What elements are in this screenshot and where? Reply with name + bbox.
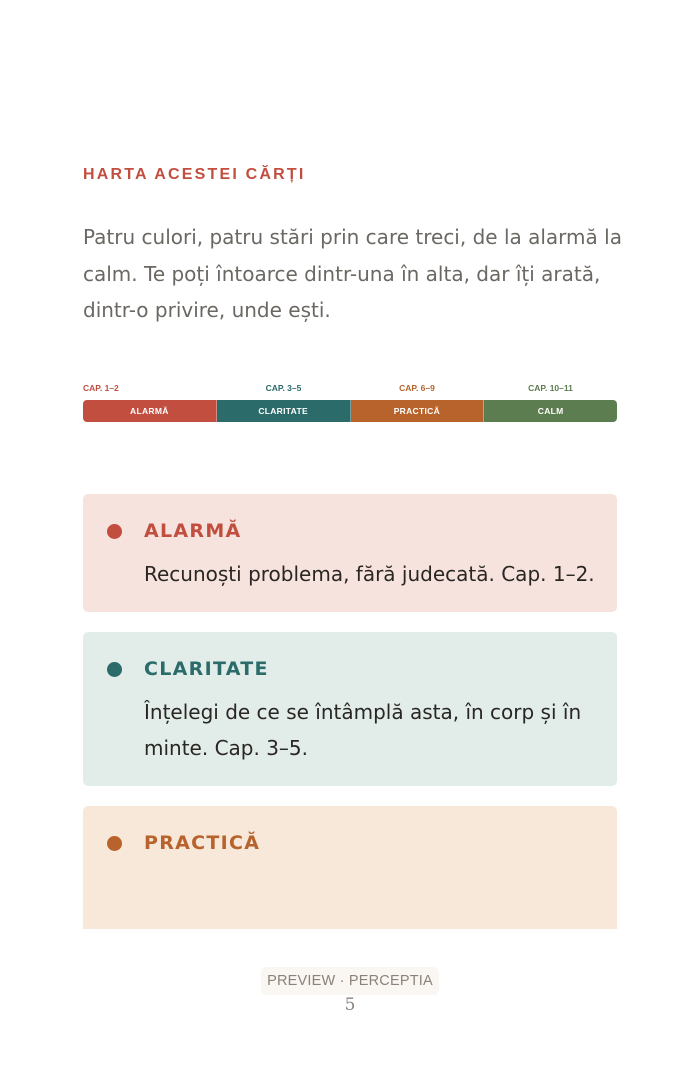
card-practice (83, 806, 617, 929)
preview-tag: PREVIEW · PERCEPTIA (261, 967, 439, 995)
intro-paragraph: Patru culori, patru stări prin care treci, de la alarmă la calm. Te poți întoarce dintr-una în alta, dar îți arată, dintr-o privire, unde ești. (83, 225, 622, 322)
card-title: CLARITATE (144, 658, 269, 680)
page-number: 5 (344, 995, 356, 1015)
chapter-range-calm: CAP. 10–11 (528, 383, 573, 393)
card-alarm (83, 494, 617, 612)
chapter-range-alarm: CAP. 1–2 (83, 383, 119, 393)
card-title: PRACTICĂ (144, 832, 261, 854)
card-text: Înțelegi de ce se întâmplă asta, în corp și în minte. Cap. 3–5. (144, 700, 582, 760)
practice-dot-icon (107, 836, 122, 851)
card-text: Recunoști problema, fără judecată. Cap. 1–2. (144, 562, 595, 586)
chapter-range-practice: CAP. 6–9 (399, 383, 435, 393)
chapter-ranges (83, 383, 617, 395)
segment-practice: PRACTICĂ (351, 400, 485, 422)
segment-alarm: ALARMĂ (83, 400, 217, 422)
section-eyebrow: HARTA ACESTEI CĂRȚI (83, 166, 306, 183)
clarity-dot-icon (107, 662, 122, 677)
segment-calm: CALM (484, 400, 617, 422)
segment-clarity: CLARITATE (217, 400, 351, 422)
alarm-dot-icon (107, 524, 122, 539)
chapter-range-clarity: CAP. 3–5 (265, 383, 302, 393)
card-title: ALARMĂ (144, 520, 242, 542)
card-clarity (83, 632, 617, 786)
state-map-bar (83, 400, 617, 422)
